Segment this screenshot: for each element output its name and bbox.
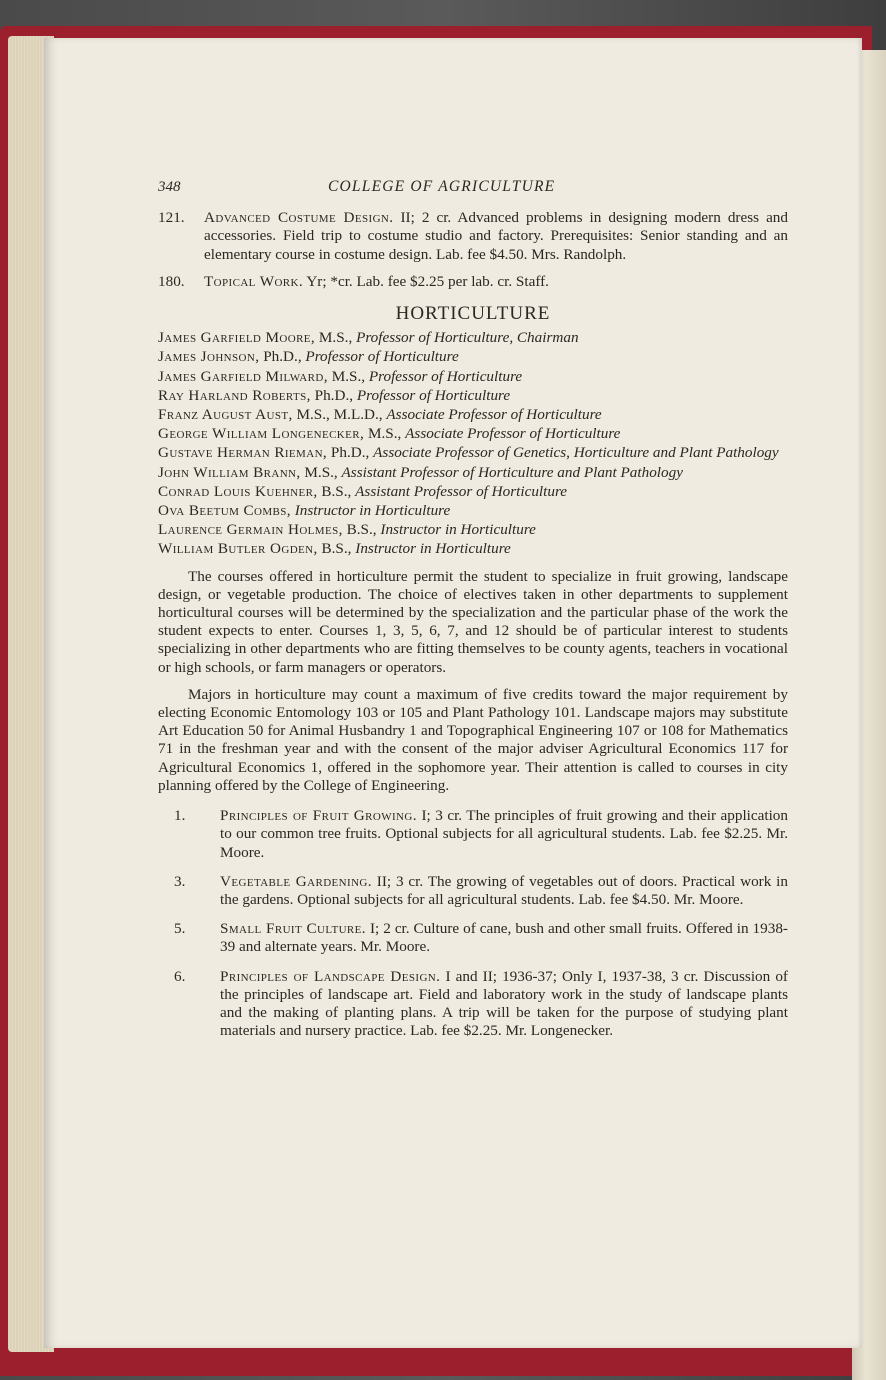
faculty-member (158, 540, 788, 558)
course-name: Principles of Landscape Design. (220, 967, 441, 985)
horticulture-course-list (158, 807, 788, 1040)
body-paragraph: The courses offered in horticulture permit the student to specialize in fruit growing, landscape design, or vegetable production. The choice of electives taken in other departments to supplement horticultural courses will be determined by the specialization and the particular phase of the work the student expects to enter. Courses 1, 3, 5, 6, 7, and 12 should be of particular interest to students specializing in other departments who are fitting themselves to be county agents, teachers in vocational or high schools, or farm managers or operators. (158, 567, 788, 676)
section-title: HORTICULTURE (395, 303, 551, 325)
faculty-name: James Garfield Moore, (158, 329, 316, 347)
body-paragraph: Majors in horticulture may count a maximum of five credits toward the major requirement by electing Economic Entomology 103 or 105 and Plant Pathology 101. Landscape majors may substitute Art Education 50 for Animal Husbandry 1 and Topographical Engineering 107 or 108 for Mathematics 71 in the freshman year and with the consent of the major adviser Agricultural Economics 117 for Agricultural Economics 1, offered in the sophomore year. Their attention is called to courses in city planning offered by the College of Engineering. (158, 685, 788, 794)
faculty-member (158, 329, 788, 347)
faculty-title: Instructor in Horticulture (294, 502, 451, 520)
course-name: Vegetable Gardening. (220, 872, 372, 890)
course-text: I; 3 cr. The principles of fruit growing and their application to our common tree fruits. Optional subjects for all agricultural students. Lab. fee $2.25. Mr. Moore. (220, 807, 788, 861)
course-entry (174, 807, 788, 862)
course-number: 3. (174, 872, 186, 890)
faculty-degree: M.S., (327, 367, 369, 385)
faculty-member (158, 483, 788, 501)
course-body (220, 920, 788, 956)
course-entry (174, 873, 788, 909)
faculty-degree: B.S., (317, 482, 356, 500)
faculty-title: Associate Professor of Horticulture (405, 425, 621, 443)
page-content (158, 178, 788, 1051)
faculty-member (158, 387, 788, 405)
faculty-member (158, 521, 788, 539)
course-text: I; 2 cr. Culture of cane, bush and other small fruits. Offered in 1938-39 and alternate years. Mr. Moore. (220, 920, 788, 956)
faculty-member (158, 502, 788, 520)
book-page (44, 38, 862, 1348)
course-name: Advanced Costume Design. (204, 209, 394, 227)
faculty-member (158, 368, 788, 386)
course-entry (174, 968, 788, 1041)
faculty-title: Professor of Horticulture (356, 386, 511, 404)
faculty-list (158, 329, 788, 558)
faculty-name: Ray Harland Roberts, (158, 386, 311, 404)
faculty-degree: B.S., (317, 540, 356, 558)
faculty-name: Franz August Aust, (158, 406, 293, 424)
faculty-member (158, 464, 788, 482)
faculty-member (158, 348, 788, 366)
course-number: 1. (174, 807, 186, 825)
course-body (204, 209, 788, 264)
page-number: 348 (158, 179, 181, 195)
course-name: Principles of Fruit Growing. (220, 807, 417, 825)
faculty-degree: M.S., M.L.D., (292, 406, 387, 424)
faculty-name: George William Longenecker, (158, 425, 365, 443)
faculty-name: James Johnson, (158, 348, 260, 366)
faculty-title: Instructor in Horticulture (355, 540, 511, 558)
course-number: 121. (158, 209, 185, 227)
faculty-member (158, 406, 788, 424)
faculty-name: William Butler Ogden, (158, 540, 318, 558)
faculty-name: Ova Beetum Combs, (158, 502, 291, 520)
faculty-member (158, 444, 788, 462)
faculty-degree: M.S., (300, 463, 342, 481)
faculty-title: Instructor in Horticulture (380, 521, 536, 539)
faculty-title: Professor of Horticulture, Chairman (356, 329, 579, 347)
faculty-name: John William Brann, (158, 463, 301, 481)
faculty-title: Professor of Horticulture (368, 367, 523, 385)
course-name: Topical Work. (204, 272, 304, 290)
course-body (220, 873, 788, 909)
top-course-list (158, 209, 788, 291)
faculty-name: Conrad Louis Kuehner, (158, 482, 318, 500)
course-text: I and II; 1936-37; Only I, 1937-38, 3 cr. Discussion of the principles of landscape art. Field and laboratory work in the study of landscape plants and the making of planting plans. A trip will be taken for the purpose of studying plant materials and nursery practice. Lab. fee $2.25. Mr. Longenecker. (220, 967, 788, 1040)
course-number: 5. (174, 920, 186, 938)
faculty-degree: B.S., (342, 521, 381, 539)
faculty-title: Associate Professor of Horticulture (386, 406, 602, 424)
faculty-degree: Ph.D., (327, 444, 374, 462)
faculty-degree: M.S., (315, 329, 357, 347)
course-text: Yr; *cr. Lab. fee $2.25 per lab. cr. Staff. (303, 272, 549, 290)
faculty-name: James Garfield Milward, (158, 367, 328, 385)
course-number: 180. (158, 272, 185, 290)
course-entry (174, 920, 788, 956)
page-header (158, 178, 788, 196)
course-body (220, 807, 788, 862)
course-body (204, 273, 788, 291)
faculty-title: Assistant Professor of Horticulture (355, 482, 568, 500)
course-text: II; 2 cr. Advanced problems in designing modern dress and accessories. Field trip to costume studio and factory. Prerequisites: Senior standing and an elementary course in costume design. Lab. fee $4.50. Mrs. Randolph. (204, 209, 788, 263)
faculty-title: Associate Professor of Genetics, Horticulture and Plant Pathology (373, 444, 779, 462)
course-body (220, 968, 788, 1041)
course-number: 6. (174, 967, 186, 985)
course-name: Small Fruit Culture. (220, 920, 366, 938)
faculty-name: Gustave Herman Rieman, (158, 444, 328, 462)
faculty-member (158, 425, 788, 443)
faculty-degree: Ph.D., (259, 348, 306, 366)
faculty-degree: Ph.D., (310, 386, 357, 404)
course-entry (158, 209, 788, 264)
running-title: COLLEGE OF AGRICULTURE (328, 178, 556, 195)
faculty-title: Assistant Professor of Horticulture and Plant Pathology (341, 463, 683, 481)
faculty-name: Laurence Germain Holmes, (158, 521, 343, 539)
course-entry (158, 273, 788, 291)
course-text: II; 3 cr. The growing of vegetables out of doors. Practical work in the gardens. Optional subjects for all agricultural students. Lab. fee $4.50. Mr. Moore. (220, 872, 788, 908)
faculty-title: Professor of Horticulture (305, 348, 459, 366)
faculty-degree: M.S., (364, 425, 406, 443)
